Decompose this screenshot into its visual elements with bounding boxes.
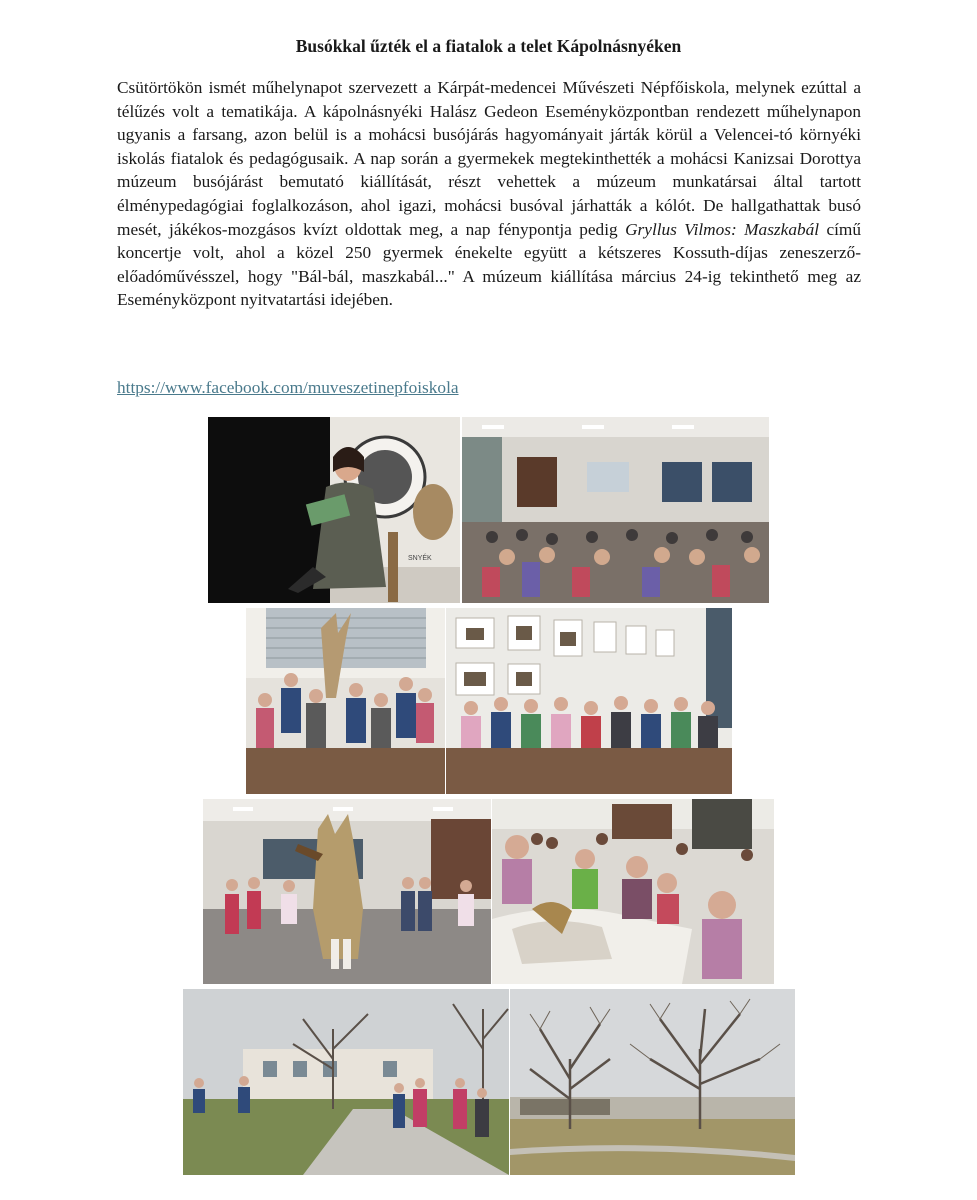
photo-outdoor-walk (183, 989, 509, 1175)
article-title: Busókkal űzték el a fiatalok a telet Kápolnásnyéken (295, 36, 682, 56)
facebook-link[interactable]: https://www.facebook.com/muveszetinepfoiskola (117, 378, 459, 397)
photo-buso-dance (203, 799, 491, 984)
article-body (117, 76, 861, 312)
body-text-2: című koncertje volt, ahol a közel 250 gyermek énekelte együtt a kétszeres Kossuth-díjas zeneszerző-előadóművésszel, hogy "Bál-bál, maszkabál..." A múzeum kiállítása március 24-ig tekinthető meg az Eseményközpont nyitvatartási idejében. (117, 219, 862, 310)
photo-children-fabrics (492, 799, 774, 984)
photo-storyteller (208, 417, 460, 603)
photo-park-trees (510, 989, 795, 1175)
concert-title: Gryllus Vilmos: Maszkabál (625, 219, 820, 239)
svg-text:SNYÉK: SNYÉK (408, 555, 432, 562)
body-text-1: Csütörtökön ismét műhelynapot szervezett a Kárpát-medencei Művészeti Népfőiskola, melynek ezúttal a télűzés volt a tematikája. A kápolnásnyéki Halász Gedeon Eseményközpontban rendezett műhelynapon ugyanis a farsang, azon belül is a mohácsi busójárás hagyományait járták körül a Velencei-tó környéki iskolás fiatalok és pedagógusaik. A nap során a gyermekek megtekinthették a mohácsi Kanizsai Dorottya múzeum busójárást bemutató kiállítását, részt vehettek a múzeum munkatársai által tartott élménypedagógiai foglalkozáson, ahol igazi, mohácsi busóval járhatták a kólót. De hallgathattak busó mesét, jákékos-mozgásos kvízt oldottak meg, a nap fénypontja pedig (117, 78, 861, 239)
photo-group-busos (246, 608, 445, 794)
photo-hall-audience (462, 417, 769, 603)
photo-exhibition (446, 608, 732, 794)
